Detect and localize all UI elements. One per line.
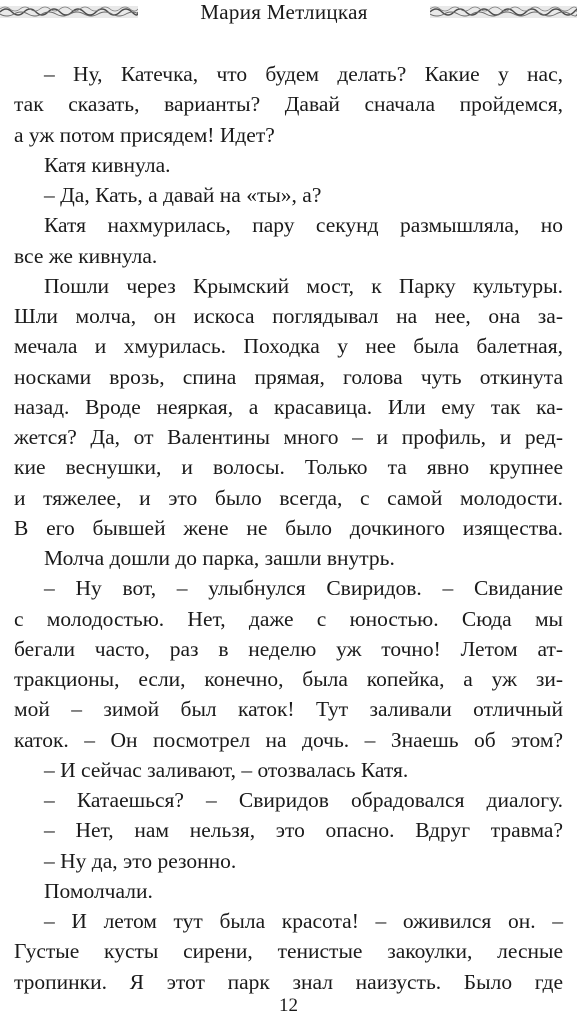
text-line: – Ну, Катечка, что будем делать? Какие у нас,	[44, 62, 563, 86]
body-text	[14, 59, 563, 997]
text-line: тропинки. Я этот парк знал наизусть. Было где	[14, 969, 563, 994]
text-line: Помолчали.	[44, 878, 153, 903]
right-ornament-graphic	[430, 5, 577, 19]
text-line: бегали часто, раз в неделю уж точно! Летом ат-	[14, 636, 563, 661]
running-head	[0, 0, 577, 30]
text-line: – И сейчас заливают, – отозвалась Катя.	[44, 757, 409, 782]
text-line: Густые кусты сирени, тенистые закоулки, лесные	[14, 939, 563, 964]
text-line: Пошли через Крымский мост, к Парку культуры.	[44, 273, 563, 298]
text-line: с молодостью. Нет, даже с юностью. Сюда мы	[14, 606, 563, 631]
text-line: мой – зимой был каток! Тут заливали отличный	[14, 697, 563, 722]
text-line: – Ну вот, – улыбнулся Свиридов. – Свидание	[44, 576, 563, 601]
text-line: кие веснушки, и волосы. Только та явно крупнее	[14, 455, 563, 480]
left-ornament-graphic	[0, 5, 138, 19]
right-ornament-icon	[430, 5, 577, 19]
text-line: каток. – Он посмотрел на дочь. – Знаешь об этом?	[14, 727, 563, 752]
text-line: Катя нахмурилась, пару секунд размышляла, но	[44, 213, 563, 238]
text-line: все же кивнула.	[14, 243, 158, 268]
left-ornament-icon	[0, 5, 138, 19]
text-line: – Да, Кать, а давай на «ты», а?	[44, 183, 322, 207]
text-line: так сказать, варианты? Давай сначала пройдемся,	[14, 92, 563, 117]
text-line: Шли молча, он искоса поглядывал на нее, она за-	[14, 304, 563, 328]
text-line: Катя кивнула.	[44, 152, 171, 177]
text-line: тракционы, если, конечно, была копейка, а уж зи-	[14, 667, 563, 691]
text-line: В его бывшей жене не было дочкиного изящества.	[14, 515, 563, 540]
text-line: мечала и хмурилась. Походка у нее была балетная,	[14, 334, 563, 359]
page-number: 12	[279, 995, 298, 1016]
text-line: – Ну да, это резонно.	[44, 848, 237, 873]
text-line: – Нет, нам нельзя, это опасно. Вдруг травма?	[44, 818, 563, 843]
text-line: и тяжелее, и это было всегда, с самой молодости.	[14, 485, 563, 510]
text-line: – И летом тут была красота! – оживился он. –	[44, 909, 563, 933]
text-line: Молча дошли до парка, зашли внутрь.	[44, 546, 395, 570]
text-line: носками врозь, спина прямая, голова чуть откинута	[14, 364, 563, 389]
text-line: назад. Вроде неяркая, а красавица. Или ему так ка-	[14, 394, 563, 419]
text-line: а уж потом присядем! Идет?	[14, 122, 275, 147]
running-title: Мария Метлицкая	[200, 0, 368, 24]
text-line: жется? Да, от Валентины много – и профиль, и ред-	[14, 425, 563, 449]
text-line: – Катаешься? – Свиридов обрадовался диалогу.	[44, 788, 563, 812]
